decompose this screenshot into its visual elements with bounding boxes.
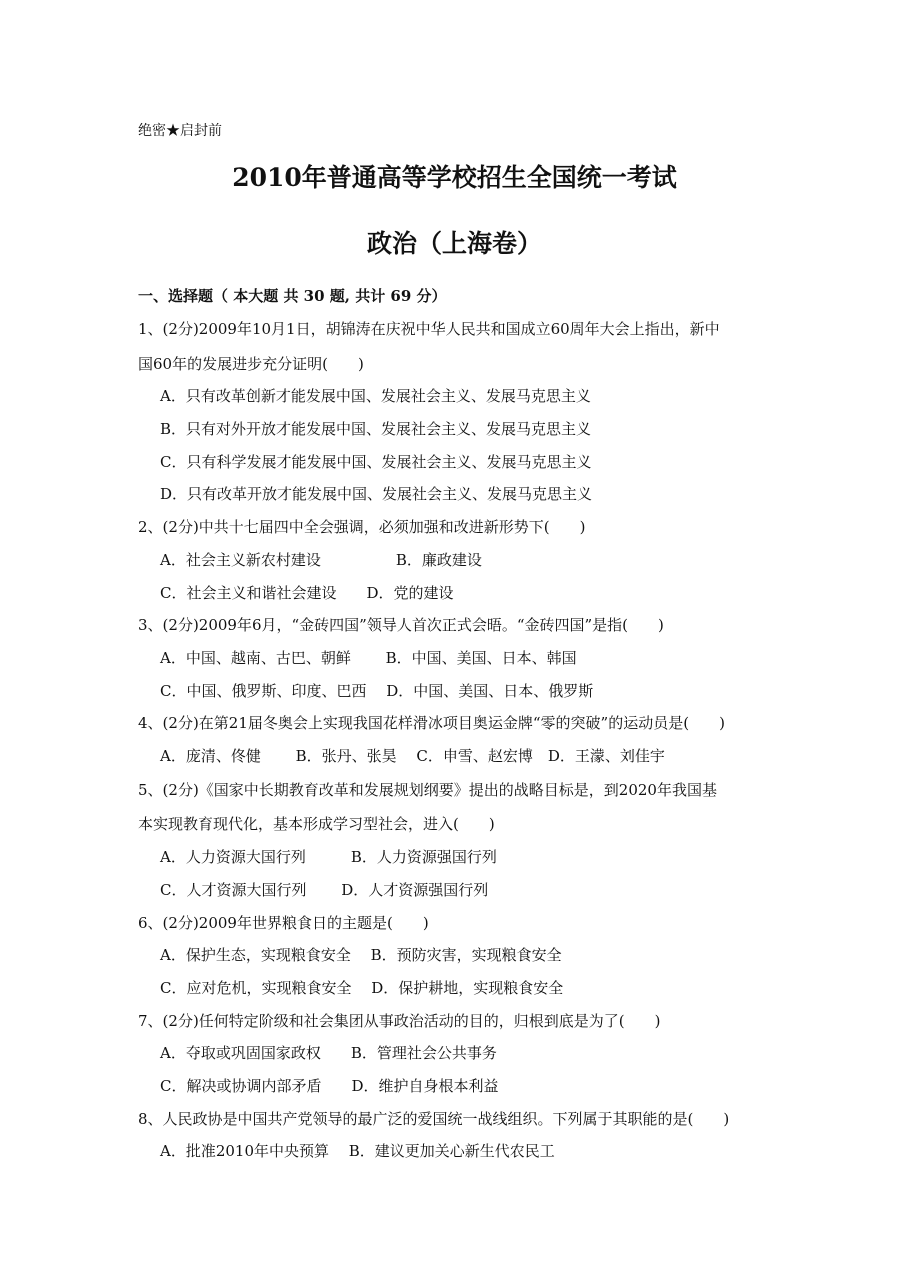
question-6-options-cd: C．应对危机，实现粮食安全 D．保护耕地，实现粮食安全 <box>160 979 564 997</box>
question-7-options-cd: C．解决或协调内部矛盾 D．维护自身根本利益 <box>160 1077 499 1095</box>
exam-subtitle: 政治（上海卷） <box>366 229 542 258</box>
question-1-line-1: 1、(2分)2009年10月1日，胡锦涛在庆祝中华人民共和国成立60周年大会上指出，新中 <box>138 320 720 338</box>
question-5-line-2: 本实现教育现代化，基本形成学习型社会，进入( ) <box>138 815 495 833</box>
question-3-options-cd: C．中国、俄罗斯、印度、巴西 D．中国、美国、日本、俄罗斯 <box>160 682 594 700</box>
question-5-options-cd: C．人才资源大国行列 D．人才资源强国行列 <box>160 881 489 899</box>
confidential-label: 绝密★启封前 <box>138 123 222 139</box>
question-1-option-c: C．只有科学发展才能发展中国、发展社会主义、发展马克思主义 <box>160 453 592 471</box>
question-2-options-cd: C．社会主义和谐社会建设 D．党的建设 <box>160 584 454 602</box>
question-3-line-1: 3、(2分)2009年6月，“金砖四国”领导人首次正式会晤。“金砖四国”是指( ) <box>138 616 664 634</box>
question-8-line-1: 8、人民政协是中国共产党领导的最广泛的爱国统一战线组织。下列属于其职能的是( ) <box>138 1110 730 1128</box>
question-7-options-ab: A．夺取或巩固国家政权 B．管理社会公共事务 <box>160 1044 497 1062</box>
question-6-line-1: 6、(2分)2009年世界粮食日的主题是( ) <box>138 914 429 932</box>
question-1-option-b: B．只有对外开放才能发展中国、发展社会主义、发展马克思主义 <box>160 420 592 438</box>
question-4-line-1: 4、(2分)在第21届冬奥会上实现我国花样滑冰项目奥运金牌“零的突破”的运动员是( ) <box>138 714 725 732</box>
question-5-line-1: 5、(2分)《国家中长期教育改革和发展规划纲要》提出的战略目标是，到2020年我国基 <box>138 781 717 799</box>
question-1-line-2: 国60年的发展进步充分证明( ) <box>138 355 364 373</box>
question-4-options: A．庞清、佟健 B．张丹、张昊 C．申雪、赵宏博 D．王濛、刘佳宇 <box>160 747 665 765</box>
question-7-line-1: 7、(2分)任何特定阶级和社会集团从事政治活动的目的，归根到底是为了( ) <box>138 1012 661 1030</box>
exam-title: 2010年普通高等学校招生全国统一考试 <box>232 163 677 192</box>
question-3-options-ab: A．中国、越南、古巴、朝鲜 B．中国、美国、日本、韩国 <box>160 649 577 667</box>
section-heading: 一、选择题（ 本大题 共 30 题, 共计 69 分） <box>138 287 447 305</box>
question-5-options-ab: A．人力资源大国行列 B．人力资源强国行列 <box>160 848 497 866</box>
question-2-line-1: 2、(2分)中共十七届四中全会强调，必须加强和改进新形势下( ) <box>138 518 586 536</box>
question-1-option-d: D．只有改革开放才能发展中国、发展社会主义、发展马克思主义 <box>160 485 593 503</box>
question-8-options-ab: A．批准2010年中央预算 B．建议更加关心新生代农民工 <box>160 1142 555 1160</box>
question-2-options-ab: A．社会主义新农村建设 B．廉政建设 <box>160 551 482 569</box>
question-6-options-ab: A．保护生态，实现粮食安全 B．预防灾害，实现粮食安全 <box>160 946 562 964</box>
question-1-option-a: A．只有改革创新才能发展中国、发展社会主义、发展马克思主义 <box>160 387 591 405</box>
